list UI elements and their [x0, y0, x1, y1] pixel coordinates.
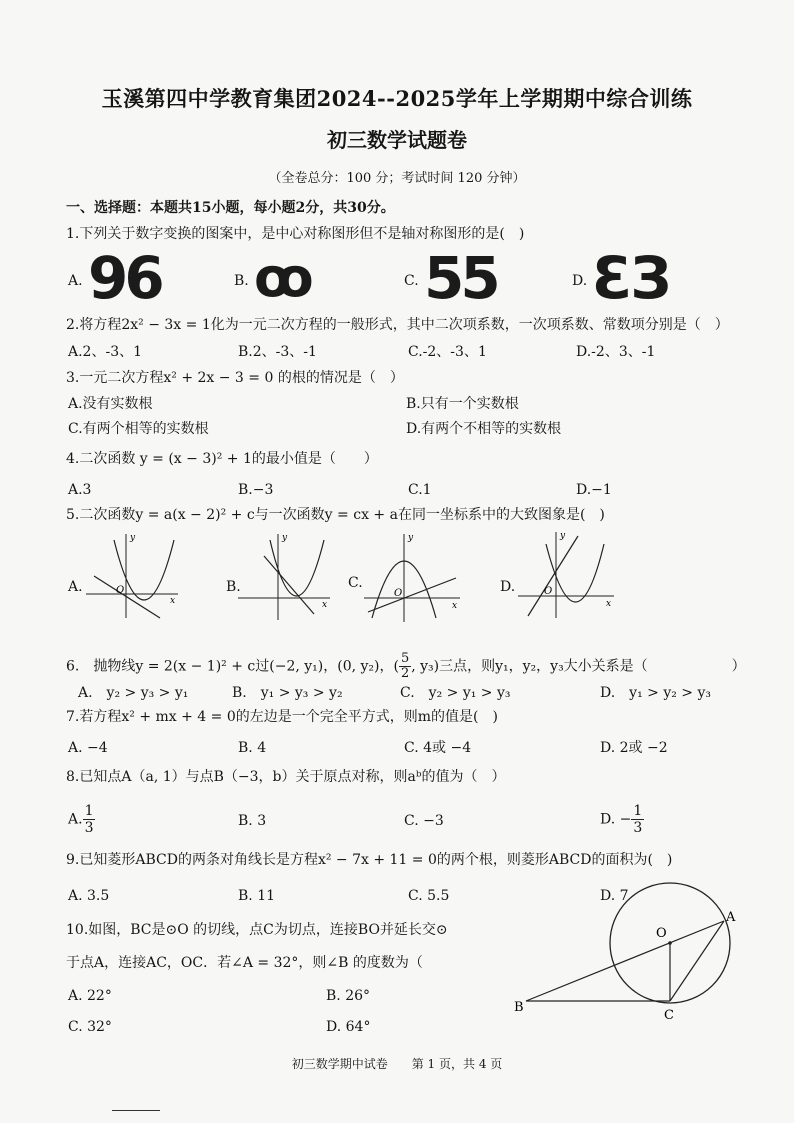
q10-figure [510, 895, 750, 1025]
q8-option-d-den: 3 [633, 820, 643, 836]
q10-option-a: A. 22° [68, 988, 112, 1004]
q6-frac-num: 5 [400, 651, 410, 666]
q5-graph-c [364, 534, 464, 624]
q9-option-d: D. 7 [600, 888, 629, 904]
q1-stem: 1.下列关于数字变换的图案中，是中心对称图形但不是轴对称图形的是( ) [66, 226, 525, 242]
q3-stem: 3.一元二次方程x² + 2x − 3 = 0 的根的情况是（ ） [66, 370, 404, 386]
q5a-origin: O [116, 585, 125, 596]
q1-glyph-96: 96 [88, 244, 161, 312]
q5b-axis-y: y [282, 533, 288, 543]
q8-option-a-den: 3 [84, 820, 94, 836]
q1-glyph-e3: ƐЗ [592, 244, 670, 312]
page-footer: 初三数学期中试卷 第 1 页，共 4 页 [291, 1057, 503, 1071]
q5-label-b: B. [226, 579, 241, 595]
q2-option-a: A.2、-3、1 [68, 344, 143, 360]
q10-label-b: B [514, 1000, 524, 1015]
q8-option-c: C. −3 [404, 813, 444, 829]
q10-center-dot [668, 941, 672, 945]
q10-stem-line2: 于点A，连接AC，OC．若∠A = 32°，则∠B 的度数为（ [66, 955, 423, 971]
q10-label-o: O [656, 926, 667, 941]
q9-option-b: B. 11 [238, 888, 276, 904]
q8-option-a-num: 1 [84, 803, 94, 819]
q6-stem [66, 652, 746, 681]
q7-option-a: A. −4 [68, 740, 108, 756]
q5d-axis-x: x [606, 599, 612, 609]
q8-option-d-num: 1 [633, 803, 643, 819]
q7-option-d: D. 2或 −2 [600, 740, 668, 756]
q10-stem-line1: 10.如图，BC是⊙O 的切线，点C为切点，连接BO并延长交⊙ [66, 922, 448, 938]
q1-label-d: D. [572, 273, 588, 289]
q3-option-b: B.只有一个实数根 [406, 396, 519, 412]
q8-option-d [600, 803, 644, 836]
q1-glyph-55: 55 [424, 244, 497, 312]
q7-option-b: B. 4 [238, 740, 267, 756]
q5a-axis-y: y [130, 533, 136, 543]
q5b-axis-x: x [322, 600, 328, 610]
q5d-axis-y: y [560, 531, 566, 541]
q5-graph-b [238, 532, 334, 622]
section-heading: 一、选择题：本题共15小题，每小题2分，共30分。 [66, 200, 395, 216]
q3-option-d: D.有两个不相等的实数根 [406, 421, 562, 437]
q3-option-a: A.没有实数根 [68, 396, 153, 412]
q4-option-a: A.3 [68, 482, 92, 498]
q4-option-b: B.−3 [238, 482, 274, 498]
q4-option-c: C.1 [408, 482, 432, 498]
q7-stem: 7.若方程x² + mx + 4 = 0的左边是一个完全平方式，则m的值是( ) [66, 709, 498, 725]
q8-option-a [68, 803, 95, 836]
q10-label-c: C [664, 1008, 674, 1023]
q5-label-c: C. [348, 575, 363, 591]
q8-option-b: B. 3 [238, 813, 267, 829]
q6-stem-a: 6. 抛物线y = 2(x − 1)² + c过(−2, y₁)，(0, y₂)，( [66, 658, 399, 675]
q5-label-d: D. [500, 579, 516, 595]
exam-info: （全卷总分：100 分；考试时间 120 分钟） [268, 171, 526, 186]
exam-title: 玉溪第四中学教育集团2024--2025学年上学期期中综合训练 [101, 86, 693, 111]
q3-option-c: C.有两个相等的实数根 [68, 421, 209, 437]
q5d-origin: O [544, 586, 553, 597]
q5a-axis-x: x [170, 596, 176, 606]
q6-option-c: C. y₂ > y₁ > y₃ [400, 685, 511, 701]
q2-stem: 2.将方程2x² − 3x = 1化为一元二次方程的一般形式，其中二次项系数，一次项系数、常数项分别是（ ） [66, 317, 729, 333]
q9-option-a: A. 3.5 [68, 888, 110, 904]
q8-option-a-label: A. [68, 811, 83, 828]
q8-option-d-label: D. − [600, 811, 632, 828]
q1-glyph-22: ꝏ [254, 246, 314, 309]
q1-label-a: A. [68, 273, 83, 289]
q1-label-c: C. [404, 273, 419, 289]
q10-option-d: D. 64° [326, 1019, 371, 1035]
q8-stem: 8.已知点A（a, 1）与点B（−3，b）关于原点对称，则aᵇ的值为（ ） [66, 769, 506, 785]
q2-option-d: D.-2、3、-1 [576, 344, 656, 360]
q5-label-a: A. [68, 579, 83, 595]
q6-option-a: A. y₂ > y₃ > y₁ [78, 685, 189, 701]
q2-option-b: B.2、-3、-1 [238, 344, 317, 360]
q6-stem-b: , y₃)三点，则y₁，y₂，y₃大小关系是（ ） [411, 658, 746, 675]
q5-stem: 5.二次函数y = a(x − 2)² + c与一次函数y = cx + a在同一坐标系中的大致图象是( ) [66, 507, 605, 523]
q10-line-ac [670, 921, 724, 1001]
q9-stem: 9.已知菱形ABCD的两条对角线长是方程x² − 7x + 11 = 0的两个根，则菱形ABCD的面积为( ) [66, 852, 673, 868]
q6-option-d: D. y₁ > y₂ > y₃ [600, 685, 712, 701]
q6-option-b: B. y₁ > y₃ > y₂ [232, 685, 343, 701]
q8-option-d-fraction [631, 803, 644, 836]
q9-option-c: C. 5.5 [408, 888, 450, 904]
q6-frac-den: 2 [400, 666, 410, 681]
q5-graph-a [86, 530, 182, 620]
q5c-axis-y: y [408, 533, 414, 543]
q2-option-c: C.-2、-3、1 [408, 344, 487, 360]
q6-fraction [399, 652, 411, 681]
q7-option-c: C. 4或 −4 [404, 740, 472, 756]
q10-option-b: B. 26° [326, 988, 371, 1004]
footer-rule [112, 1110, 160, 1111]
q10-line-ba [526, 921, 724, 1001]
q8-option-a-fraction [83, 803, 96, 836]
q10-label-a: A [726, 910, 736, 925]
q5c-origin: O [394, 588, 403, 599]
q4-stem: 4.二次函数 y = (x − 3)² + 1的最小值是（ ） [66, 451, 378, 467]
q5-graph-d [518, 530, 618, 620]
exam-subtitle: 初三数学试题卷 [327, 128, 467, 152]
q1-label-b: B. [234, 273, 249, 289]
q4-option-d: D.−1 [576, 482, 612, 498]
q10-option-c: C. 32° [68, 1019, 112, 1035]
q5c-axis-x: x [452, 601, 458, 611]
